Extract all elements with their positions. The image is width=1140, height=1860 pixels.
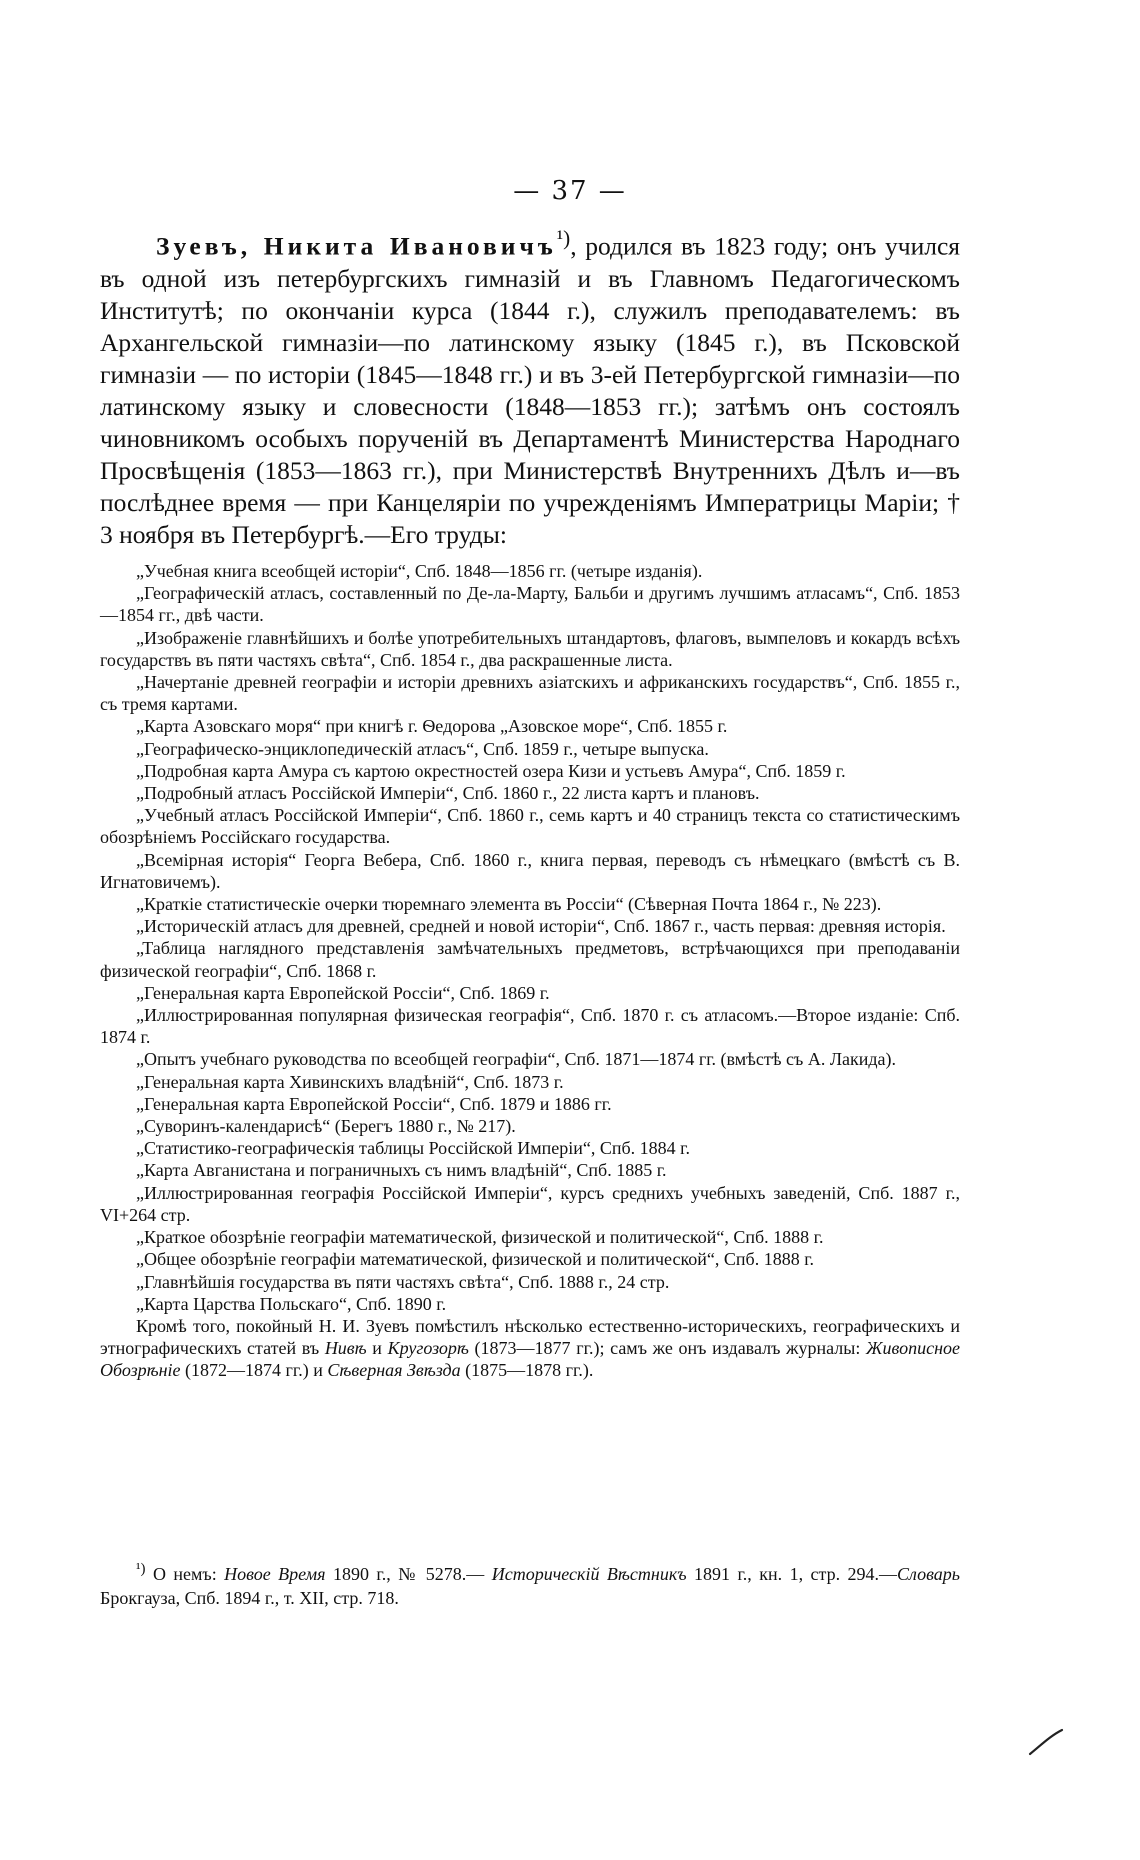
work-item: „Географическо-энциклопедическій атласъ“, Спб. 1859 г., четыре выпуска. — [136, 738, 709, 759]
source-title: Историческій Вѣстникъ — [491, 1564, 687, 1584]
pen-mark-icon — [1026, 1726, 1066, 1758]
page-number: — 37 — — [513, 176, 627, 206]
work-item: „Суворинъ-календарисѣ“ (Берегъ 1880 г., № 217). — [136, 1116, 516, 1137]
work-item: „Историческій атласъ для древней, средней и новой исторіи“, Спб. 1867 г., часть первая: древняя исторія. — [136, 916, 946, 937]
person-name: Зуевъ, Никита Ивановичъ — [156, 231, 557, 261]
footnote-text: 1890 г., № 5278.— — [325, 1564, 492, 1584]
work-item: „Статистико-географическія таблицы Россійской Имперіи“, Спб. 1884 г. — [136, 1138, 690, 1159]
closing-text: (1872—1874 гг.) и — [180, 1360, 328, 1381]
closing-paragraph — [100, 1315, 960, 1382]
journal-title: Живописное Обозрѣніе — [100, 1338, 960, 1381]
footnote-text: О немъ: — [145, 1564, 225, 1584]
biography-text: , родился въ 1823 году; онъ учился въ одной изъ петербургскихъ гимназій и въ Главномъ Педагогическомъ Институтѣ; по окончаніи курса (1844 г.), служилъ преподавателемъ: въ Архангельской гимназіи—по латинскому языку (1845 г.), въ Псковской гимназіи — по исторіи (1845—1848 гг.) и въ 3-ей Петербургской гимназіи—по латинскому языку и словесности (1848—1853 гг.); затѣмъ онъ состоялъ чиновникомъ особыхъ порученій въ Департаментѣ Министерства Народнаго Просвѣщенія (1853—1863 гг.), при Министерствѣ Внутреннихъ Дѣлъ и—въ послѣднее время — при Канцеляріи по учрежденіямъ Императрицы Маріи; † 3 ноября въ Петербургѣ.—Его труды: — [100, 231, 961, 549]
work-item: „Главнѣйшія государства въ пяти частяхъ свѣта“, Спб. 1888 г., 24 стр. — [136, 1271, 670, 1292]
work-item: „Генеральная карта Европейской Россіи“, Спб. 1869 г. — [136, 982, 550, 1003]
footnote-text: 1891 г., кн. 1, стр. 294.— — [686, 1564, 898, 1584]
work-item: „Начертаніе древней географіи и исторіи древнихъ азіатскихъ и африканскихъ государствъ“, Спб. 1855 г., съ тремя картами. — [100, 672, 960, 715]
work-item: „Краткое обозрѣніе географіи математической, физической и политической“, Спб. 1888 г. — [136, 1227, 824, 1248]
journal-title: Нивѣ — [324, 1338, 367, 1359]
footnote-text: Брокгауза, Спб. 1894 г., т. XII, стр. 718. — [100, 1588, 399, 1608]
work-item: „Общее обозрѣніе географіи математической, физической и политической“, Спб. 1888 г. — [136, 1249, 815, 1270]
work-item: „Карта Азовскаго моря“ при книгѣ г. Ѳедорова „Азовское море“, Спб. 1855 г. — [136, 716, 728, 737]
work-item: „Опытъ учебнаго руководства по всеобщей географіи“, Спб. 1871—1874 гг. (вмѣстѣ съ А. Лакида). — [136, 1049, 897, 1070]
footnote-marker: ¹) — [136, 1561, 146, 1577]
footnote — [100, 1557, 960, 1610]
work-item: „Карта Авганистана и пограничныхъ съ нимъ владѣній“, Спб. 1885 г. — [136, 1160, 667, 1181]
work-item: „Географическій атласъ, составленный по Де-ла-Марту, Бальби и другимъ лучшимъ атласамъ“, Спб. 1853—1854 гг., двѣ части. — [100, 583, 960, 626]
footnote-marker: ¹) — [556, 226, 571, 250]
work-item: „Краткіе статистическіе очерки тюремнаго элемента въ Россіи“ (Сѣверная Почта 1864 г., № 223). — [136, 894, 882, 915]
works-list — [100, 560, 960, 1382]
source-title: Словарь — [897, 1564, 960, 1584]
closing-text: (1875—1878 гг.). — [460, 1360, 594, 1381]
work-item: „Подробная карта Амура съ картою окрестностей озера Кизи и устьевъ Амура“, Спб. 1859 г. — [136, 760, 846, 781]
work-item: „Иллюстрированная географія Россійской Имперіи“, курсъ среднихъ учебныхъ заведеній, Спб. 1887 г., VI+264 стр. — [100, 1182, 960, 1225]
closing-text: и — [366, 1338, 388, 1359]
work-item: „Изображеніе главнѣйшихъ и болѣе употребительныхъ штандартовъ, флаговъ, вымпеловъ и кокардъ всѣхъ государствъ въ пяти частяхъ свѣта“, Спб. 1854 г., два раскрашенные листа. — [100, 627, 960, 670]
journal-title: Кругозорѣ — [387, 1338, 469, 1359]
work-item: „Учебная книга всеобщей исторіи“, Спб. 1848—1856 гг. (четыре изданія). — [136, 561, 703, 581]
journal-title: Сѣверная Звѣзда — [327, 1360, 461, 1381]
work-item: „Подробный атласъ Россійской Имперіи“, Спб. 1860 г., 22 листа картъ и плановъ. — [136, 783, 760, 804]
work-item: „Генеральная карта Хивинскихъ владѣній“, Спб. 1873 г. — [136, 1071, 564, 1092]
work-item: „Таблица наглядного представленія замѣчательныхъ предметовъ, встрѣчающихся при преподаваніи физической географіи“, Спб. 1868 г. — [100, 938, 960, 981]
closing-text: (1873—1877 гг.); самъ же онъ издавалъ журналы: — [468, 1338, 867, 1359]
closing-text: Кромѣ того, покойный Н. И. Зуевъ помѣстилъ нѣсколько естественно-историческихъ, географическихъ и этнографическихъ статей въ — [100, 1315, 960, 1359]
work-item: „Учебный атласъ Россійской Имперіи“, Спб. 1860 г., семь картъ и 40 страницъ текста со статистическимъ обозрѣніемъ Россійскаго государства. — [100, 805, 960, 848]
source-title: Новое Время — [224, 1564, 326, 1584]
work-item: „Генеральная карта Европейской Россіи“, Спб. 1879 и 1886 гг. — [136, 1093, 612, 1114]
work-item: „Иллюстрированная популярная физическая географія“, Спб. 1870 г. съ атласомъ.—Второе изданіе: Спб. 1874 г. — [100, 1005, 960, 1048]
work-item: „Всемірная исторія“ Георга Вебера, Спб. 1860 г., книга первая, переводъ съ нѣмецкаго (вмѣстѣ съ В. Игнатовичемъ). — [100, 849, 960, 892]
biography-paragraph — [100, 222, 960, 551]
work-item: „Карта Царства Польскаго“, Спб. 1890 г. — [136, 1293, 447, 1314]
